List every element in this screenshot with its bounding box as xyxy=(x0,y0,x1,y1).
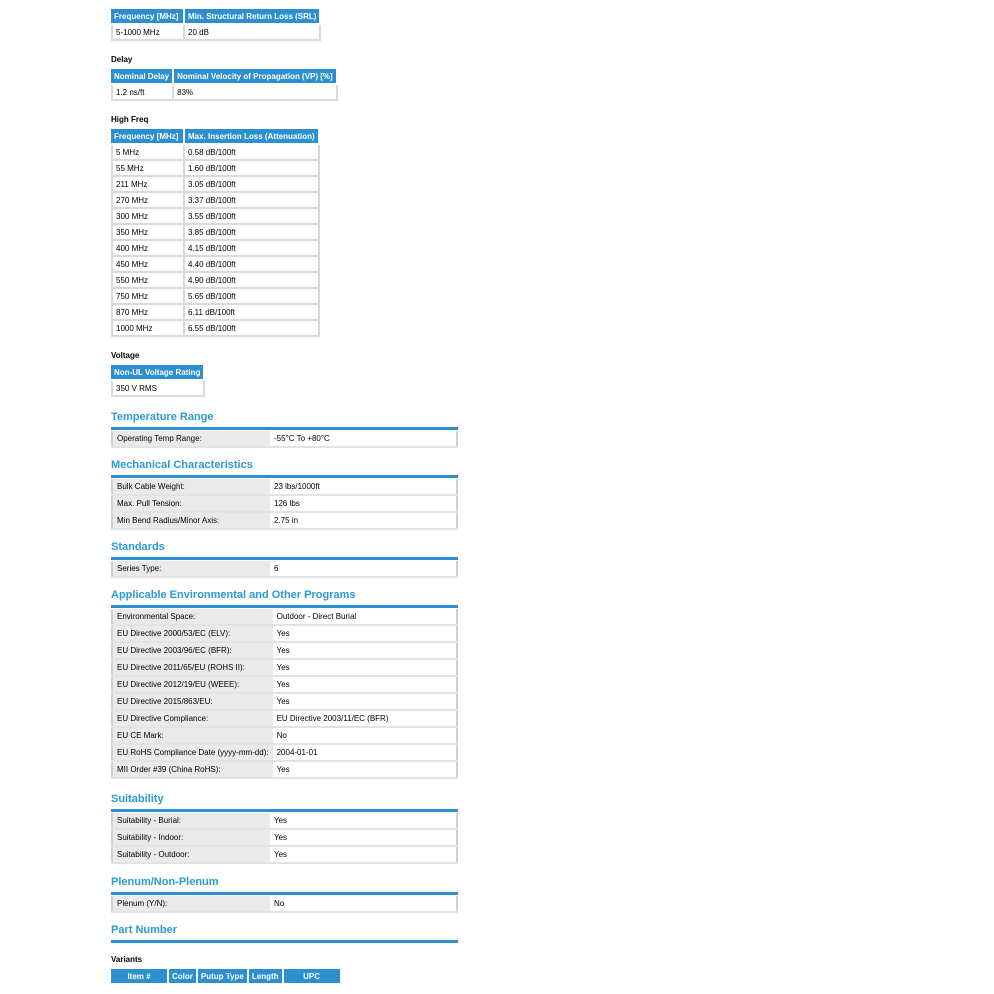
variants-header-length: Length xyxy=(249,969,284,985)
table-row xyxy=(111,25,321,41)
high-freq-cell-loss: 4.15 dB/100ft xyxy=(185,241,320,257)
spec-value: No xyxy=(270,896,457,912)
section-title-plenum-non-plenum: Plenum/Non-Plenum xyxy=(111,876,219,888)
spec-value: Yes xyxy=(270,813,457,829)
spec-value: 126 lbs xyxy=(270,495,457,512)
spec-value: -55°C To +80°C xyxy=(270,431,457,447)
section-table-suitability xyxy=(111,813,458,864)
table-row xyxy=(112,846,457,863)
high-freq-heading: High Freq xyxy=(111,115,149,124)
table-row xyxy=(112,625,457,642)
spec-label: MII Order #39 (China RoHS): xyxy=(112,761,273,778)
section-rule xyxy=(111,557,458,560)
table-row xyxy=(112,431,457,447)
spec-label: Bulk Cable Weight: xyxy=(112,479,270,495)
section-title-temperature-range: Temperature Range xyxy=(111,411,214,423)
section-table-standards xyxy=(111,561,458,578)
high-freq-cell-loss: 4.90 dB/100ft xyxy=(185,273,320,289)
high-freq-cell-frequency: 1000 MHz xyxy=(111,321,185,337)
spec-label: EU Directive Compliance: xyxy=(112,710,273,727)
spec-value: Yes xyxy=(273,676,457,693)
table-row xyxy=(111,145,320,161)
spec-label: Series Type: xyxy=(112,561,270,577)
spec-label: Plenum (Y/N): xyxy=(112,896,270,912)
table-row xyxy=(112,813,457,829)
table-row xyxy=(112,609,457,625)
spec-label: Max. Pull Tension: xyxy=(112,495,270,512)
high-freq-cell-loss: 6.55 dB/100ft xyxy=(185,321,320,337)
table-row xyxy=(112,495,457,512)
table-row xyxy=(111,257,320,273)
table-row xyxy=(112,710,457,727)
section-rule xyxy=(111,475,458,478)
high-freq-cell-frequency: 550 MHz xyxy=(111,273,185,289)
high-freq-cell-loss: 1.60 dB/100ft xyxy=(185,161,320,177)
section-table-temperature-range xyxy=(111,431,458,448)
high-freq-cell-frequency: 300 MHz xyxy=(111,209,185,225)
voltage-heading: Voltage xyxy=(111,351,140,360)
high-freq-cell-loss: 4.40 dB/100ft xyxy=(185,257,320,273)
table-row xyxy=(111,273,320,289)
high-freq-cell-frequency: 400 MHz xyxy=(111,241,185,257)
section-title-mechanical-characteristics: Mechanical Characteristics xyxy=(111,459,253,471)
spec-label: EU Directive 2003/96/EC (BFR): xyxy=(112,642,273,659)
section-rule xyxy=(111,892,458,895)
spec-value: Yes xyxy=(273,659,457,676)
spec-value: 2.75 in xyxy=(270,512,457,529)
variants-header-item: Item # xyxy=(111,969,169,985)
high-freq-header-insertion-loss: Max. Insertion Loss (Attenuation) xyxy=(185,129,320,145)
high-freq-table xyxy=(111,129,320,337)
spec-value: 2004-01-01 xyxy=(273,744,457,761)
high-freq-cell-loss: 3.55 dB/100ft xyxy=(185,209,320,225)
table-row xyxy=(112,479,457,495)
table-row xyxy=(111,305,320,321)
table-row xyxy=(111,381,205,397)
table-row xyxy=(112,727,457,744)
section-rule xyxy=(111,605,458,608)
spec-label: EU Directive 2012/19/EU (WEEE): xyxy=(112,676,273,693)
spec-value: Yes xyxy=(270,846,457,863)
spec-value: Yes xyxy=(273,642,457,659)
high-freq-cell-frequency: 5 MHz xyxy=(111,145,185,161)
table-row xyxy=(112,829,457,846)
spec-value: 6 xyxy=(270,561,457,577)
spec-value: EU Directive 2003/11/EC (BFR) xyxy=(273,710,457,727)
high-freq-cell-loss: 3.85 dB/100ft xyxy=(185,225,320,241)
table-row xyxy=(112,561,457,577)
section-title-applicable-environmental-and-other-programs: Applicable Environmental and Other Programs xyxy=(111,589,356,601)
spec-label: Suitability - Burial: xyxy=(112,813,270,829)
spec-label: EU Directive 2000/53/EC (ELV): xyxy=(112,625,273,642)
high-freq-cell-loss: 3.37 dB/100ft xyxy=(185,193,320,209)
spec-value: Yes xyxy=(270,829,457,846)
table-row xyxy=(111,161,320,177)
high-freq-cell-frequency: 450 MHz xyxy=(111,257,185,273)
high-freq-cell-frequency: 211 MHz xyxy=(111,177,185,193)
variants-header-upc: UPC xyxy=(284,969,342,985)
voltage-table xyxy=(111,365,205,397)
high-freq-cell-loss: 5.65 dB/100ft xyxy=(185,289,320,305)
table-row xyxy=(112,676,457,693)
voltage-header-rating: Non-UL Voltage Rating xyxy=(111,365,205,381)
table-row xyxy=(111,289,320,305)
section-title-part-number: Part Number xyxy=(111,924,178,936)
spec-label: Environmental Space: xyxy=(112,609,273,625)
high-freq-cell-loss: 6.11 dB/100ft xyxy=(185,305,320,321)
spec-label: Min Bend Radius/Minor Axis: xyxy=(112,512,270,529)
spec-value: Outdoor - Direct Burial xyxy=(273,609,457,625)
spec-label: EU RoHS Compliance Date (yyyy-mm-dd): xyxy=(112,744,273,761)
srl-table xyxy=(111,9,321,41)
section-rule xyxy=(111,427,458,430)
table-row xyxy=(111,209,320,225)
spec-value: 23 lbs/1000ft xyxy=(270,479,457,495)
spec-label: EU Directive 2011/65/EU (ROHS II): xyxy=(112,659,273,676)
delay-cell-vp: 83% xyxy=(174,85,338,101)
table-row xyxy=(112,512,457,529)
variants-heading: Variants xyxy=(111,955,143,964)
variants-header-color: Color xyxy=(169,969,198,985)
section-table-mechanical-characteristics xyxy=(111,479,458,530)
high-freq-cell-frequency: 350 MHz xyxy=(111,225,185,241)
spec-label: EU CE Mark: xyxy=(112,727,273,744)
spec-label: Suitability - Outdoor: xyxy=(112,846,270,863)
high-freq-cell-frequency: 270 MHz xyxy=(111,193,185,209)
spec-value: Yes xyxy=(273,761,457,778)
table-row xyxy=(112,761,457,778)
table-row xyxy=(112,659,457,676)
section-title-suitability: Suitability xyxy=(111,793,164,805)
high-freq-cell-frequency: 870 MHz xyxy=(111,305,185,321)
spec-label: Operating Temp Range: xyxy=(112,431,270,447)
high-freq-cell-loss: 0.58 dB/100ft xyxy=(185,145,320,161)
table-row xyxy=(111,177,320,193)
voltage-cell-rating: 350 V RMS xyxy=(111,381,205,397)
section-rule xyxy=(111,940,458,943)
section-rule xyxy=(111,809,458,812)
table-row xyxy=(111,193,320,209)
table-row xyxy=(111,321,320,337)
table-row xyxy=(112,693,457,710)
table-row xyxy=(111,241,320,257)
high-freq-cell-frequency: 750 MHz xyxy=(111,289,185,305)
delay-header-vp: Nominal Velocity of Propagation (VP) [%] xyxy=(174,69,338,85)
table-row xyxy=(111,85,338,101)
variants-header-putup-type: Putup Type xyxy=(198,969,249,985)
section-table-plenum-non-plenum xyxy=(111,896,458,913)
delay-heading: Delay xyxy=(111,55,133,64)
delay-header-nominal-delay: Nominal Delay xyxy=(111,69,174,85)
spec-value: Yes xyxy=(273,625,457,642)
spec-value: Yes xyxy=(273,693,457,710)
variants-table xyxy=(111,969,342,985)
table-row xyxy=(112,642,457,659)
spec-label: EU Directive 2015/863/EU: xyxy=(112,693,273,710)
spec-label: Suitability - Indoor: xyxy=(112,829,270,846)
section-title-standards: Standards xyxy=(111,541,165,553)
delay-table xyxy=(111,69,338,101)
high-freq-header-frequency: Frequency [MHz] xyxy=(111,129,185,145)
srl-cell-value: 20 dB xyxy=(185,25,321,41)
srl-header-srl: Min. Structural Return Loss (SRL) xyxy=(185,9,321,25)
srl-cell-frequency: 5-1000 MHz xyxy=(111,25,185,41)
srl-header-frequency: Frequency [MHz] xyxy=(111,9,185,25)
table-row xyxy=(112,744,457,761)
high-freq-cell-frequency: 55 MHz xyxy=(111,161,185,177)
table-row xyxy=(111,225,320,241)
section-table-applicable-environmental-and-other-programs xyxy=(111,609,458,779)
high-freq-cell-loss: 3.05 dB/100ft xyxy=(185,177,320,193)
table-row xyxy=(112,896,457,912)
spec-value: No xyxy=(273,727,457,744)
delay-cell-delay: 1.2 ns/ft xyxy=(111,85,174,101)
